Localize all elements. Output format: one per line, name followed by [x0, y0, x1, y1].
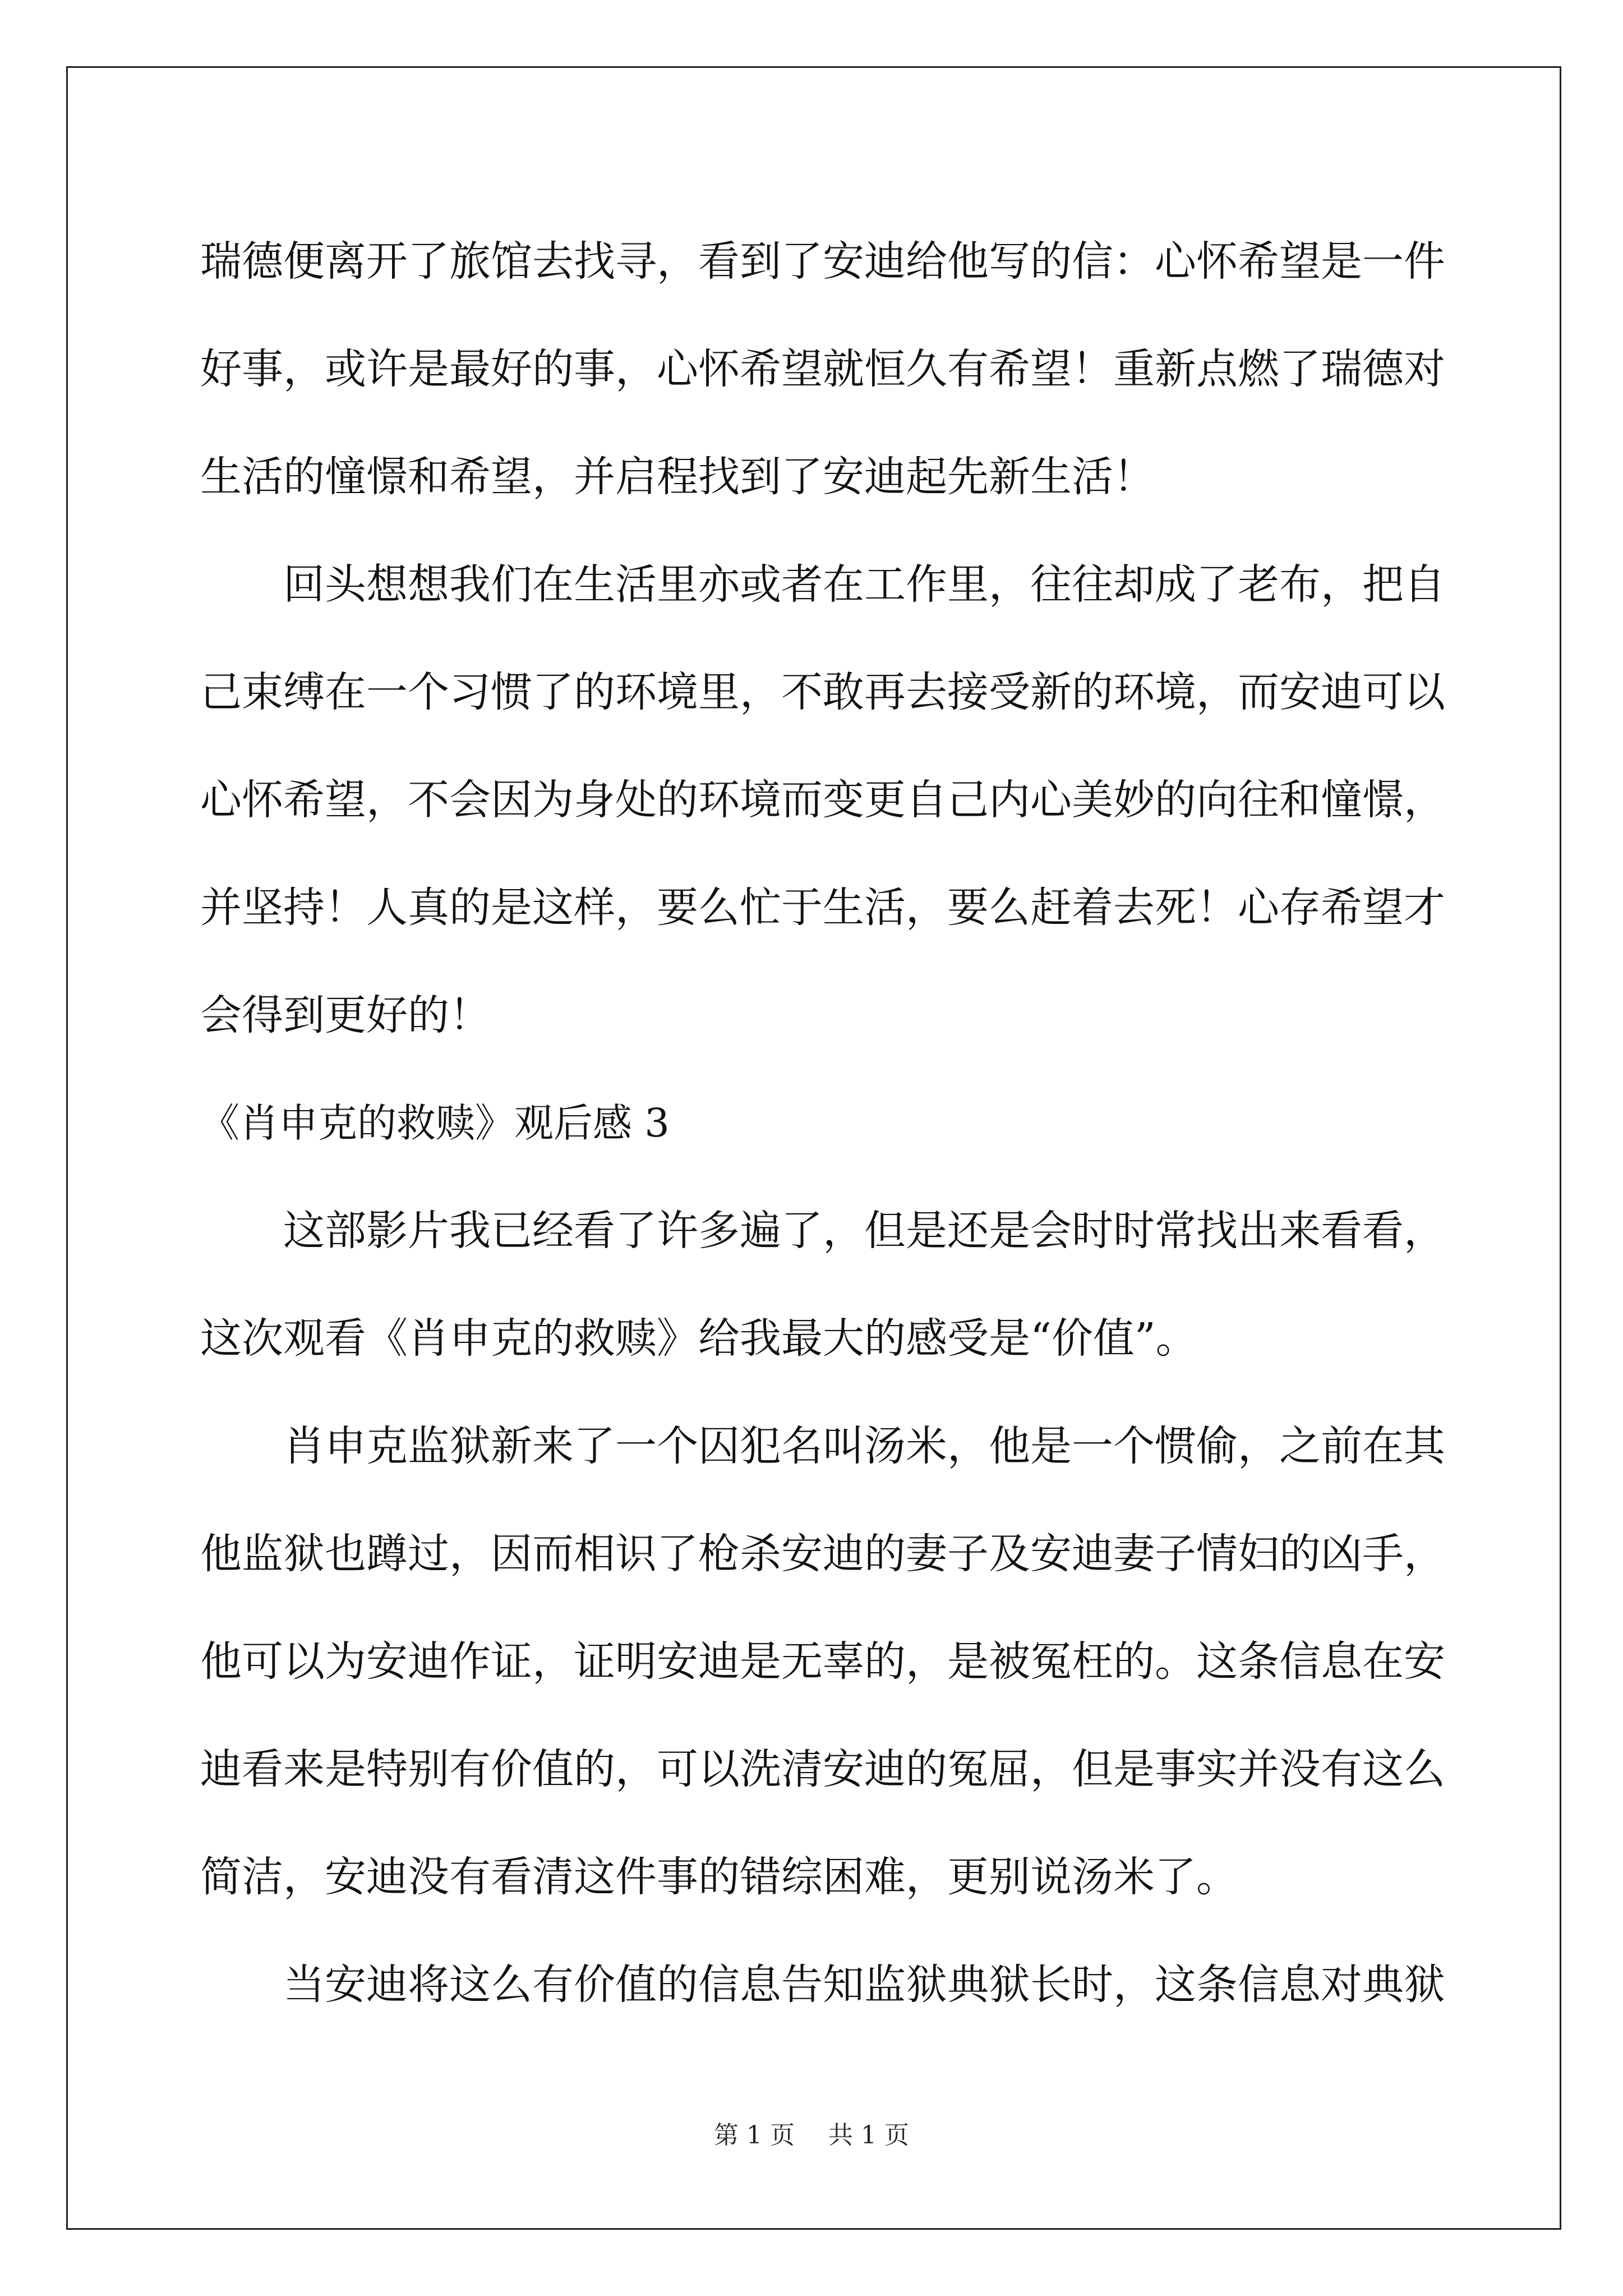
text-line: 这部影片我已经看了许多遍了，但是还是会时时常找出来看看，	[283, 1207, 1445, 1255]
text-line: 他可以为安迪作证，证明安迪是无辜的，是被冤枉的。这条信息在安	[200, 1637, 1445, 1686]
text-line: 肖申克监狱新来了一个囚犯名叫汤米，他是一个惯偷，之前在其	[283, 1422, 1445, 1470]
text-line: 心怀希望，不会因为身处的环境而变更自己内心美妙的向往和憧憬，	[200, 776, 1445, 824]
text-line: 瑞德便离开了旅馆去找寻，看到了安迪给他写的信：心怀希望是一件	[200, 237, 1445, 286]
text-line: 这次观看《肖申克的救赎》给我最大的感受是“价值”。	[200, 1314, 1197, 1363]
text-line: 生活的憧憬和希望，并启程找到了安迪起先新生活！	[200, 453, 1155, 501]
text-line: 迪看来是特别有价值的，可以洗清安迪的冤屈，但是事实并没有这么	[200, 1745, 1445, 1793]
section-heading: 《肖申克的救赎》观后感 3	[200, 1100, 670, 1146]
text-line: 好事，或许是最好的事，心怀希望就恒久有希望！重新点燃了瑞德对	[200, 345, 1445, 393]
text-line: 己束缚在一个习惯了的环境里，不敢再去接受新的环境，而安迪可以	[200, 668, 1445, 716]
page-number: 第 1 页	[714, 2121, 795, 2150]
text-line: 简洁，安迪没有看清这件事的错综困难，更别说汤米了。	[200, 1853, 1238, 1901]
text-line: 当安迪将这么有价值的信息告知监狱典狱长时，这条信息对典狱	[283, 1961, 1445, 2009]
page-total: 共 1 页	[828, 2121, 909, 2150]
text-line: 他监狱也蹲过，因而相识了枪杀安迪的妻子及安迪妻子情妇的凶手，	[200, 1530, 1445, 1578]
text-line: 并坚持！人真的是这样，要么忙于生活，要么赶着去死！心存希望才	[200, 884, 1445, 932]
document-body	[200, 208, 1445, 2039]
text-line: 回头想想我们在生活里亦或者在工作里，往往却成了老布，把自	[283, 560, 1445, 609]
page-footer	[0, 2115, 1623, 2151]
text-line: 会得到更好的！	[200, 991, 491, 1039]
